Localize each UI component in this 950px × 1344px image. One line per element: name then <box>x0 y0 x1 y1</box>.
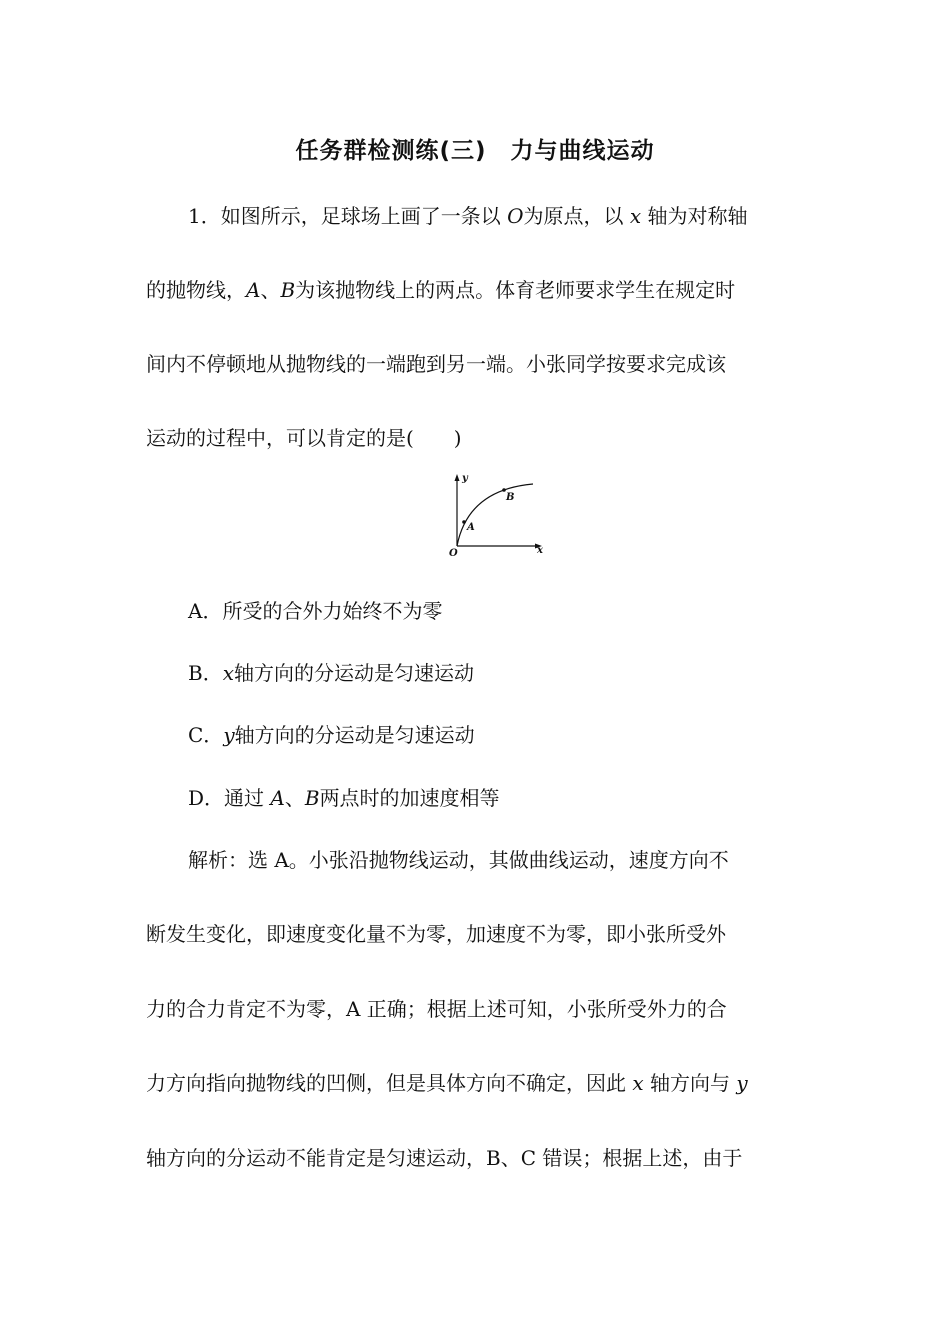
page-title: 任务群检测练(三) 力与曲线运动 <box>295 138 655 164</box>
question-line-1: 1．如图所示，足球场上画了一条以 O为原点，以 x 轴为对称轴 <box>188 204 748 228</box>
option-c: C．y轴方向的分运动是匀速运动 <box>188 723 475 747</box>
analysis-line-1: 解析：选 A。小张沿抛物线运动，其做曲线运动，速度方向不 <box>188 848 729 872</box>
x-axis-label: x <box>537 545 543 556</box>
option-d: D．通过 A、B两点时的加速度相等 <box>188 786 500 810</box>
option-a: A．所受的合外力始终不为零 <box>188 599 443 623</box>
analysis-line-2: 断发生变化，即速度变化量不为零，加速度不为零，即小张所受外 <box>146 922 726 946</box>
analysis-line-3: 力的合力肯定不为零，A 正确；根据上述可知，小张所受外力的合 <box>146 997 727 1021</box>
question-line-4: 运动的过程中，可以肯定的是( ) <box>146 426 462 450</box>
origin-label: O <box>449 548 458 559</box>
parabola-curve <box>457 484 533 546</box>
analysis-line-5: 轴方向的分运动不能肯定是匀速运动，B、C 错误；根据上述，由于 <box>146 1146 743 1170</box>
option-b: B．x轴方向的分运动是匀速运动 <box>188 661 474 685</box>
point-b-label: B <box>506 492 515 503</box>
analysis-line-4: 力方向指向抛物线的凹侧，但是具体方向不确定，因此 x 轴方向与 y <box>146 1071 748 1095</box>
y-axis-arrow <box>455 474 460 481</box>
question-line-3: 间内不停顿地从抛物线的一端跑到另一端。小张同学按要求完成该 <box>146 352 726 376</box>
point-a-label: A <box>467 522 475 533</box>
y-axis-label: y <box>462 473 468 484</box>
question-line-2: 的抛物线，A、B为该抛物线上的两点。体育老师要求学生在规定时 <box>146 278 736 302</box>
point-a-dot <box>462 520 466 524</box>
parabola-figure <box>440 470 560 562</box>
